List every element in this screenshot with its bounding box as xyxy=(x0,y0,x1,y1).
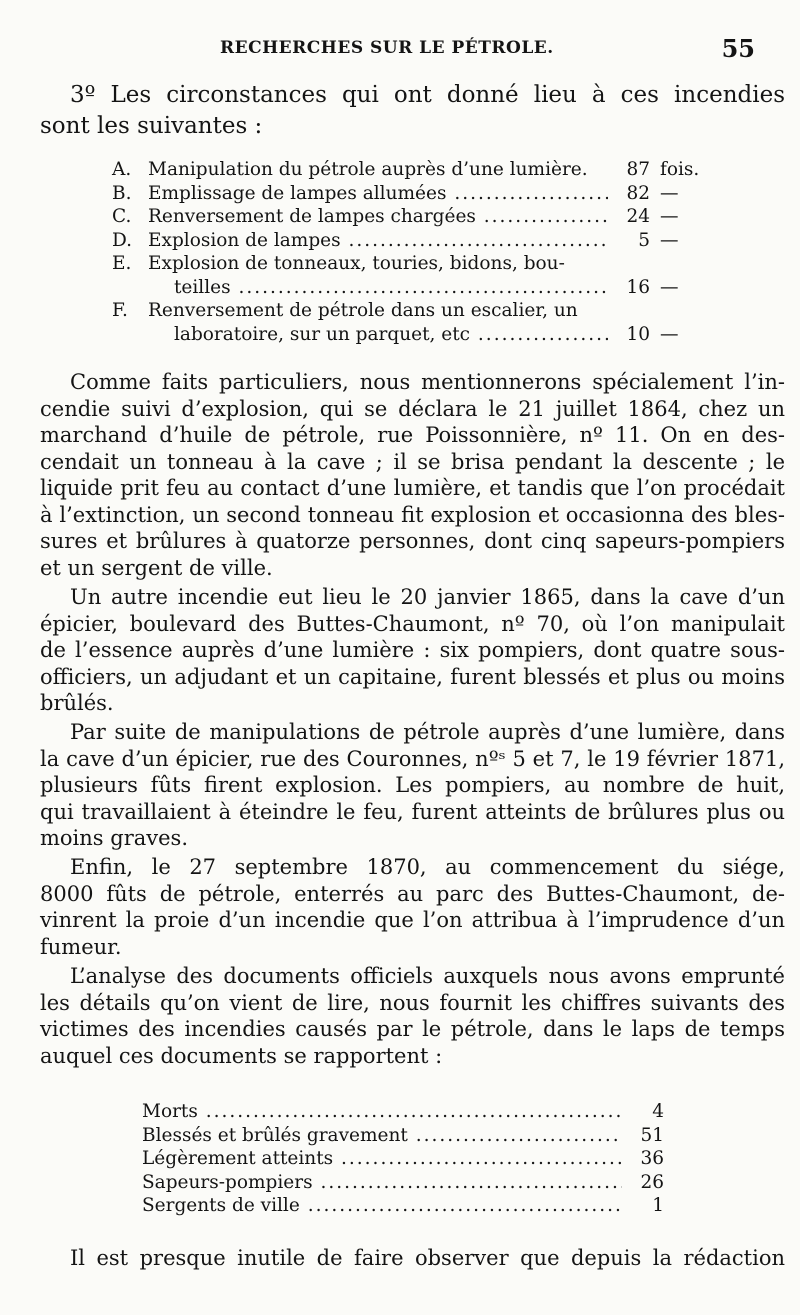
table-row xyxy=(142,1171,664,1195)
item-count: 87 xyxy=(626,159,650,180)
item-unit: — xyxy=(660,323,679,345)
row-value: 26 xyxy=(640,1171,664,1193)
table-row xyxy=(142,1100,664,1124)
item-letter: E. xyxy=(112,253,132,274)
text-line: les détails qu’on vient de lire, nous fournit les chiffres suivants des xyxy=(40,990,785,1015)
table-row xyxy=(142,1124,664,1148)
text-line: la cave d’un épicier, rue des Couronnes, nºˢ 5 et 7, le 19 février 1871, xyxy=(40,746,785,771)
row-label-text: Morts xyxy=(142,1101,198,1122)
row-label xyxy=(142,1124,622,1148)
item-text: Explosion de tonneaux, touries, bidons, bou- xyxy=(148,253,565,274)
list-item xyxy=(112,182,702,206)
row-value: 51 xyxy=(640,1124,664,1146)
list-item xyxy=(112,205,702,229)
paragraph-analysis xyxy=(40,963,785,1069)
item-text-label: Emplissage de lampes allumées xyxy=(148,182,447,204)
list-item xyxy=(112,252,702,276)
paragraph-incident-1871 xyxy=(40,719,785,852)
item-text-label: Renversement de lampes chargées xyxy=(148,206,476,227)
row-value: 4 xyxy=(652,1101,664,1122)
item-text: Manipulation du pétrole auprès d’une lumière. xyxy=(148,159,588,180)
item-count: 24 xyxy=(626,206,650,227)
text-line: à l’extinction, un second tonneau fit explosion et occasionna des bles- xyxy=(40,502,785,527)
text-line: Comme faits particuliers, nous mentionnerons spécialement l’in- xyxy=(70,370,785,394)
text-line: Enfin, le 27 septembre 1870, au commencement du siége, xyxy=(70,855,785,879)
item-text xyxy=(148,205,608,229)
table-row xyxy=(142,1194,664,1218)
text-line: moins graves. xyxy=(40,826,188,850)
text-line: 3º Les circonstances qui ont donné lieu à ces incendies xyxy=(70,82,785,108)
text-line: de l’essence auprès d’une lumière : six pompiers, dont quatre sous- xyxy=(40,638,785,662)
text-line: Un autre incendie eut lieu le 20 janvier 1865, dans la cave d’un xyxy=(70,585,785,609)
text-line: marchand d’huile de pétrole, rue Poissonnière, nº 11. On en des- xyxy=(40,423,785,447)
item-continuation xyxy=(174,276,608,300)
text-line: officiers, un adjudant et un capitaine, furent blessés et plus ou moins xyxy=(40,664,785,689)
list-item-continuation xyxy=(112,276,702,300)
list-item xyxy=(112,158,702,182)
item-count: 10 xyxy=(626,323,650,345)
text-line: vinrent la proie d’un incendie que l’on attribua à l’imprudence d’un xyxy=(40,908,785,932)
row-label-text: Sergents de ville xyxy=(142,1195,300,1216)
text-line: sont les suivantes : xyxy=(40,113,263,139)
item-text xyxy=(148,229,608,253)
item-unit: — xyxy=(660,276,679,298)
text-line: cendait un tonneau à la cave ; il se brisa pendant la descente ; le xyxy=(40,449,785,474)
row-label-text: Légèrement atteints xyxy=(142,1148,334,1169)
page-header xyxy=(40,34,755,66)
item-letter: D. xyxy=(112,229,133,251)
text-line: sures et brûlures à quatorze personnes, dont cinq sapeurs-pompiers xyxy=(40,529,785,553)
item-continuation-label: laboratoire, sur un parquet, etc xyxy=(174,323,471,345)
victims-table xyxy=(142,1100,664,1218)
item-unit: — xyxy=(660,182,679,204)
text-line: et un sergent de ville. xyxy=(40,555,273,580)
text-line: auquel ces documents se rapportent : xyxy=(40,1043,443,1068)
text-line: Il est presque inutile de faire observer que depuis la rédaction xyxy=(70,1246,785,1270)
row-label-text: Blessés et brûlés gravement xyxy=(142,1124,408,1146)
row-label xyxy=(142,1100,622,1124)
text-line: L’analyse des documents officiels auxquels nous avons emprunté xyxy=(70,964,785,988)
text-line: fumeur. xyxy=(40,934,122,959)
table-row xyxy=(142,1147,664,1171)
item-unit: — xyxy=(660,229,679,251)
paragraph-incident-1870 xyxy=(40,854,785,960)
item-unit: fois. xyxy=(660,159,700,180)
item-count: 82 xyxy=(626,182,650,204)
page-number: 55 xyxy=(721,34,755,63)
running-title: RECHERCHES SUR LE PÉTROLE. xyxy=(220,38,554,58)
item-unit: — xyxy=(660,206,679,227)
item-text xyxy=(148,182,608,206)
item-letter: F. xyxy=(112,300,128,321)
row-label-text: Sapeurs-pompiers xyxy=(142,1171,313,1193)
text-line: qui travaillaient à éteindre le feu, furent atteints de brûlures plus ou xyxy=(40,799,785,824)
paragraph-incident-1864 xyxy=(40,369,785,581)
paragraph-incident-1865 xyxy=(40,584,785,717)
text-line: Par suite de manipulations de pétrole auprès d’une lumière, dans xyxy=(70,720,785,744)
text-line: plusieurs fûts firent explosion. Les pompiers, au nombre de huit, xyxy=(40,773,785,797)
item-letter: A. xyxy=(112,159,132,180)
item-letter: C. xyxy=(112,206,132,227)
list-item-continuation xyxy=(112,323,702,347)
item-text: Renversement de pétrole dans un escalier, un xyxy=(148,300,578,321)
text-line: brûlés. xyxy=(40,691,114,715)
item-continuation xyxy=(174,323,608,347)
list-item xyxy=(112,299,702,323)
text-line: 8000 fûts de pétrole, enterrés au parc des Buttes-Chaumont, de- xyxy=(40,881,785,906)
row-label xyxy=(142,1171,622,1195)
item-continuation-label: teilles xyxy=(174,276,231,298)
row-label xyxy=(142,1147,622,1171)
item-text-label: Explosion de lampes xyxy=(148,229,341,251)
row-value: 36 xyxy=(640,1148,664,1169)
row-label xyxy=(142,1194,622,1218)
item-count: 5 xyxy=(638,229,650,251)
item-count: 16 xyxy=(626,276,650,298)
list-item xyxy=(112,229,702,253)
closing-paragraph xyxy=(40,1245,785,1272)
circumstances-list xyxy=(112,158,702,346)
text-line: victimes des incendies causés par le pétrole, dans le laps de temps xyxy=(40,1017,785,1041)
text-line: cendie suivi d’explosion, qui se déclara le 21 juillet 1864, chez un xyxy=(40,396,785,421)
item-letter: B. xyxy=(112,182,132,204)
text-line: épicier, boulevard des Buttes-Chaumont, nº 70, où l’on manipulait xyxy=(40,611,785,636)
row-value: 1 xyxy=(652,1195,664,1216)
intro-paragraph xyxy=(40,80,785,142)
text-line: liquide prit feu au contact d’une lumière, et tandis que l’on procédait xyxy=(40,476,785,500)
